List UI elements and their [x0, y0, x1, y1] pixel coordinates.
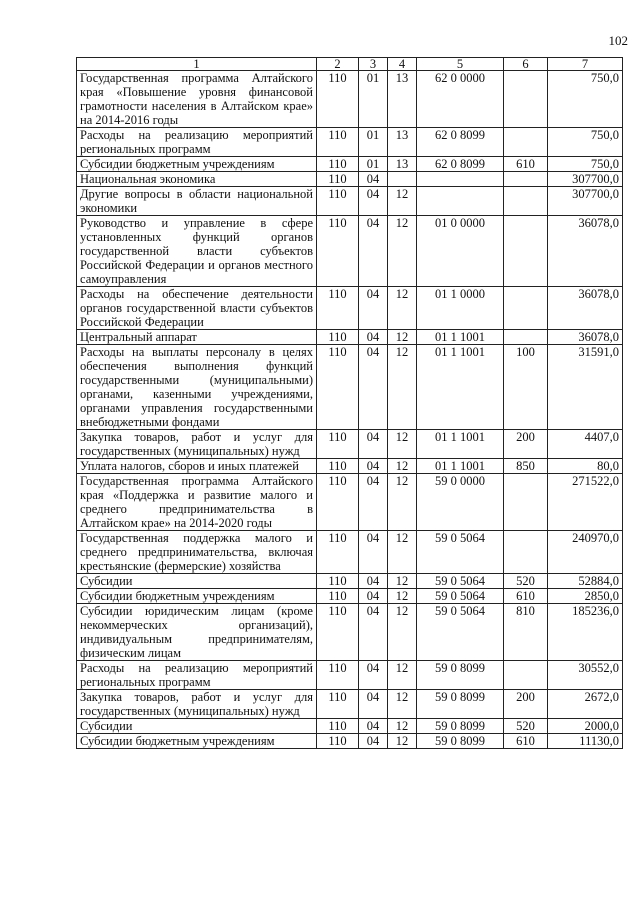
- row-name-cell: Руководство и управление в сфере установленных функций органов государственной власти субъектов Российской Федерации и органов местного самоуправления: [77, 216, 317, 287]
- row-amount-cell: 36078,0: [548, 287, 623, 330]
- table-row: [77, 430, 623, 459]
- column-header: 4: [388, 58, 417, 71]
- row-target-article-cell: 59 0 0000: [417, 474, 504, 531]
- row-expense-type-cell: 520: [504, 719, 548, 734]
- row-section-cell: 04: [359, 589, 388, 604]
- row-amount-cell: 185236,0: [548, 604, 623, 661]
- row-subsection-cell: 12: [388, 589, 417, 604]
- row-amount-cell: 80,0: [548, 459, 623, 474]
- table-row: [77, 71, 623, 128]
- row-subsection-cell: 12: [388, 661, 417, 690]
- row-name-cell: Закупка товаров, работ и услуг для государственных (муниципальных) нужд: [77, 430, 317, 459]
- row-gp-code-cell: 110: [317, 719, 359, 734]
- row-amount-cell: 750,0: [548, 157, 623, 172]
- row-amount-cell: 2000,0: [548, 719, 623, 734]
- column-header: 6: [504, 58, 548, 71]
- row-name-cell: Закупка товаров, работ и услуг для государственных (муниципальных) нужд: [77, 690, 317, 719]
- row-expense-type-cell: [504, 216, 548, 287]
- table-row: [77, 690, 623, 719]
- row-gp-code-cell: 110: [317, 531, 359, 574]
- row-subsection-cell: 12: [388, 287, 417, 330]
- row-expense-type-cell: [504, 661, 548, 690]
- row-amount-cell: 4407,0: [548, 430, 623, 459]
- row-section-cell: 04: [359, 287, 388, 330]
- row-subsection-cell: 12: [388, 604, 417, 661]
- row-expense-type-cell: 610: [504, 734, 548, 749]
- row-name-cell: Субсидии бюджетным учреждениям: [77, 589, 317, 604]
- row-target-article-cell: 01 1 0000: [417, 287, 504, 330]
- row-name-cell: Государственная программа Алтайского края «Поддержка и развитие малого и среднего предпринимательства в Алтайском крае» на 2014-2020 годы: [77, 474, 317, 531]
- row-gp-code-cell: 110: [317, 459, 359, 474]
- row-target-article-cell: 59 0 8099: [417, 661, 504, 690]
- row-expense-type-cell: [504, 128, 548, 157]
- row-expense-type-cell: 610: [504, 589, 548, 604]
- row-gp-code-cell: 110: [317, 330, 359, 345]
- row-target-article-cell: 01 1 1001: [417, 430, 504, 459]
- row-amount-cell: 307700,0: [548, 172, 623, 187]
- page-number: 102: [608, 33, 628, 48]
- row-target-article-cell: 01 1 1001: [417, 330, 504, 345]
- row-subsection-cell: 12: [388, 459, 417, 474]
- row-expense-type-cell: [504, 330, 548, 345]
- row-amount-cell: 52884,0: [548, 574, 623, 589]
- row-expense-type-cell: 520: [504, 574, 548, 589]
- row-target-article-cell: [417, 172, 504, 187]
- row-subsection-cell: 12: [388, 330, 417, 345]
- row-expense-type-cell: [504, 531, 548, 574]
- column-header: 3: [359, 58, 388, 71]
- column-header: 1: [77, 58, 317, 71]
- row-gp-code-cell: 110: [317, 345, 359, 430]
- row-name-cell: Субсидии: [77, 574, 317, 589]
- row-amount-cell: 750,0: [548, 71, 623, 128]
- row-gp-code-cell: 110: [317, 216, 359, 287]
- row-subsection-cell: 12: [388, 216, 417, 287]
- row-section-cell: 04: [359, 719, 388, 734]
- row-amount-cell: 31591,0: [548, 345, 623, 430]
- row-section-cell: 04: [359, 661, 388, 690]
- row-amount-cell: 11130,0: [548, 734, 623, 749]
- row-name-cell: Расходы на выплаты персоналу в целях обеспечения выполнения функций государственными (муниципальными) органами, казенными учреждениями, органами управления государственными внебюджетными фондами: [77, 345, 317, 430]
- row-subsection-cell: 12: [388, 574, 417, 589]
- row-target-article-cell: 59 0 8099: [417, 719, 504, 734]
- table-row: [77, 474, 623, 531]
- row-target-article-cell: 59 0 8099: [417, 690, 504, 719]
- row-section-cell: 01: [359, 128, 388, 157]
- row-gp-code-cell: 110: [317, 604, 359, 661]
- row-expense-type-cell: 810: [504, 604, 548, 661]
- row-amount-cell: 36078,0: [548, 330, 623, 345]
- row-section-cell: 04: [359, 531, 388, 574]
- row-section-cell: 04: [359, 345, 388, 430]
- row-section-cell: 04: [359, 604, 388, 661]
- row-section-cell: 04: [359, 459, 388, 474]
- row-target-article-cell: 62 0 8099: [417, 128, 504, 157]
- table-row: [77, 330, 623, 345]
- row-target-article-cell: 62 0 8099: [417, 157, 504, 172]
- row-gp-code-cell: 110: [317, 172, 359, 187]
- table-row: [77, 172, 623, 187]
- row-subsection-cell: 12: [388, 734, 417, 749]
- row-expense-type-cell: [504, 287, 548, 330]
- row-amount-cell: 2672,0: [548, 690, 623, 719]
- row-gp-code-cell: 110: [317, 574, 359, 589]
- table-row: [77, 187, 623, 216]
- row-expense-type-cell: 200: [504, 430, 548, 459]
- row-name-cell: Субсидии бюджетным учреждениям: [77, 734, 317, 749]
- table-row: [77, 287, 623, 330]
- row-amount-cell: 240970,0: [548, 531, 623, 574]
- row-target-article-cell: 59 0 5064: [417, 574, 504, 589]
- row-subsection-cell: 13: [388, 128, 417, 157]
- row-name-cell: Государственная программа Алтайского края «Повышение уровня финансовой грамотности населения в Алтайском крае» на 2014-2016 годы: [77, 71, 317, 128]
- row-target-article-cell: 01 0 0000: [417, 216, 504, 287]
- table-row: [77, 157, 623, 172]
- row-section-cell: 04: [359, 574, 388, 589]
- row-target-article-cell: 59 0 5064: [417, 604, 504, 661]
- row-section-cell: 04: [359, 474, 388, 531]
- row-expense-type-cell: [504, 187, 548, 216]
- table-row: [77, 589, 623, 604]
- row-subsection-cell: 13: [388, 157, 417, 172]
- row-amount-cell: 750,0: [548, 128, 623, 157]
- row-section-cell: 04: [359, 734, 388, 749]
- row-subsection-cell: 12: [388, 430, 417, 459]
- table-row: [77, 719, 623, 734]
- row-gp-code-cell: 110: [317, 661, 359, 690]
- row-expense-type-cell: 610: [504, 157, 548, 172]
- row-name-cell: Субсидии: [77, 719, 317, 734]
- row-gp-code-cell: 110: [317, 474, 359, 531]
- row-subsection-cell: 12: [388, 531, 417, 574]
- row-amount-cell: 307700,0: [548, 187, 623, 216]
- row-target-article-cell: 01 1 1001: [417, 345, 504, 430]
- row-gp-code-cell: 110: [317, 690, 359, 719]
- row-gp-code-cell: 110: [317, 128, 359, 157]
- row-amount-cell: 30552,0: [548, 661, 623, 690]
- row-subsection-cell: 12: [388, 187, 417, 216]
- row-expense-type-cell: 100: [504, 345, 548, 430]
- row-section-cell: 04: [359, 430, 388, 459]
- row-section-cell: 04: [359, 330, 388, 345]
- row-section-cell: 04: [359, 172, 388, 187]
- table-header-row: [77, 58, 623, 71]
- row-subsection-cell: 13: [388, 71, 417, 128]
- row-expense-type-cell: [504, 474, 548, 531]
- row-expense-type-cell: 200: [504, 690, 548, 719]
- row-subsection-cell: 12: [388, 690, 417, 719]
- row-name-cell: Другие вопросы в области национальной экономики: [77, 187, 317, 216]
- row-subsection-cell: 12: [388, 474, 417, 531]
- row-name-cell: Государственная поддержка малого и среднего предпринимательства, включая крестьянские (фермерские) хозяйства: [77, 531, 317, 574]
- table-row: [77, 574, 623, 589]
- row-section-cell: 01: [359, 71, 388, 128]
- table-row: [77, 604, 623, 661]
- row-name-cell: Расходы на реализацию мероприятий региональных программ: [77, 661, 317, 690]
- row-expense-type-cell: 850: [504, 459, 548, 474]
- column-header: 7: [548, 58, 623, 71]
- row-gp-code-cell: 110: [317, 71, 359, 128]
- row-section-cell: 01: [359, 157, 388, 172]
- row-gp-code-cell: 110: [317, 157, 359, 172]
- row-name-cell: Субсидии юридическим лицам (кроме некоммерческих организаций), индивидуальным предпринимателям, физическим лицам: [77, 604, 317, 661]
- table-row: [77, 661, 623, 690]
- table-row: [77, 216, 623, 287]
- table-row: [77, 734, 623, 749]
- row-expense-type-cell: [504, 71, 548, 128]
- row-gp-code-cell: 110: [317, 734, 359, 749]
- row-name-cell: Центральный аппарат: [77, 330, 317, 345]
- row-gp-code-cell: 110: [317, 589, 359, 604]
- row-subsection-cell: [388, 172, 417, 187]
- column-header: 2: [317, 58, 359, 71]
- row-target-article-cell: 59 0 5064: [417, 589, 504, 604]
- row-name-cell: Национальная экономика: [77, 172, 317, 187]
- row-target-article-cell: [417, 187, 504, 216]
- row-gp-code-cell: 110: [317, 287, 359, 330]
- row-target-article-cell: 62 0 0000: [417, 71, 504, 128]
- row-section-cell: 04: [359, 187, 388, 216]
- row-section-cell: 04: [359, 216, 388, 287]
- row-section-cell: 04: [359, 690, 388, 719]
- row-gp-code-cell: 110: [317, 430, 359, 459]
- table-row: [77, 531, 623, 574]
- row-amount-cell: 2850,0: [548, 589, 623, 604]
- row-subsection-cell: 12: [388, 345, 417, 430]
- row-name-cell: Расходы на обеспечение деятельности органов государственной власти субъектов Российской Федерации: [77, 287, 317, 330]
- row-amount-cell: 271522,0: [548, 474, 623, 531]
- row-expense-type-cell: [504, 172, 548, 187]
- row-target-article-cell: 59 0 5064: [417, 531, 504, 574]
- row-subsection-cell: 12: [388, 719, 417, 734]
- row-name-cell: Субсидии бюджетным учреждениям: [77, 157, 317, 172]
- table-body: [77, 71, 623, 749]
- row-target-article-cell: 59 0 8099: [417, 734, 504, 749]
- row-name-cell: Уплата налогов, сборов и иных платежей: [77, 459, 317, 474]
- row-name-cell: Расходы на реализацию мероприятий региональных программ: [77, 128, 317, 157]
- column-header: 5: [417, 58, 504, 71]
- table-row: [77, 345, 623, 430]
- row-amount-cell: 36078,0: [548, 216, 623, 287]
- row-target-article-cell: 01 1 1001: [417, 459, 504, 474]
- budget-table: [76, 57, 623, 749]
- table-row: [77, 459, 623, 474]
- row-gp-code-cell: 110: [317, 187, 359, 216]
- table-row: [77, 128, 623, 157]
